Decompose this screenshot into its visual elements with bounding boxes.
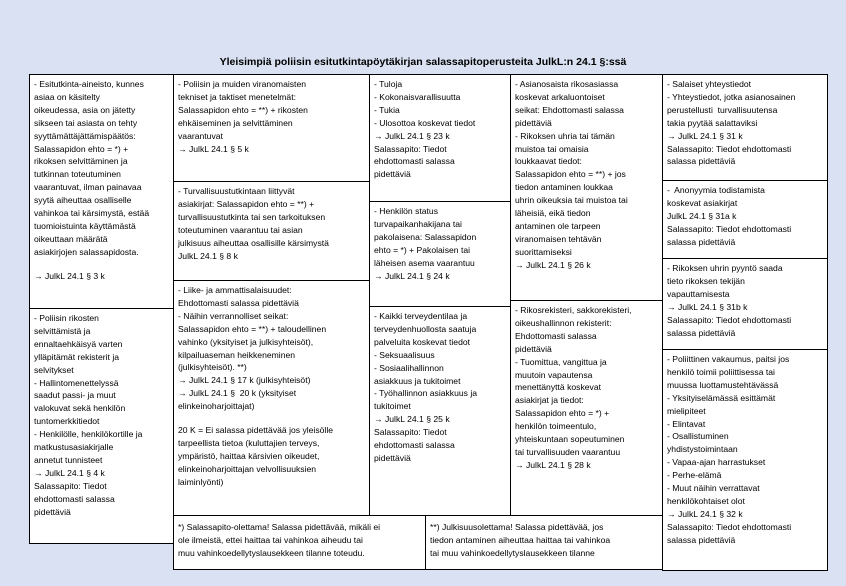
text-line: → JulkL 24.1 § 20 k (yksityiset <box>178 388 297 399</box>
text-line: julkisuus aiheuttaa osallisille kärsimystä <box>178 237 329 248</box>
text-line: menettänyttä koskevat <box>515 382 601 393</box>
text-line: ehkäiseminen ja selvittäminen <box>178 117 293 128</box>
text-line <box>178 413 365 424</box>
text-line: - Vapaa-ajan harrastukset <box>667 457 766 468</box>
text-line: syyttämättäjättämispäätös: <box>34 130 136 141</box>
text-line: Salassapidon ehto = *) + <box>515 408 610 419</box>
text-line: Salassapito: Tiedot <box>374 143 447 154</box>
text-line: vaarantuvat <box>178 130 223 141</box>
text-line: tutkinnan toteutuminen <box>34 169 121 180</box>
text-line: salassa pidettäviä <box>667 534 736 545</box>
text-line: - Salaiset yhteystiedot <box>667 79 752 89</box>
text-line: → JulkL 24.1 § 28 k <box>515 459 591 470</box>
text-line: läheisen asema vaarantuu <box>374 257 475 268</box>
col2-business-box <box>173 280 370 516</box>
text-line: pidettäviä <box>515 343 552 354</box>
text-line: pidettäviä <box>515 117 552 128</box>
text-line: Salassapidon ehto = **) + taloudellinen <box>178 323 327 334</box>
text-line: → JulkL 24.1 § 24 k <box>374 270 450 281</box>
text-line: asiakirjojen salassapidosta. <box>34 246 139 257</box>
text-line: kilpailuaseman heikkeneminen <box>178 349 296 360</box>
text-line: viranomaisen tehtävän <box>515 233 602 244</box>
text-line: takia pyytää salattaviksi <box>667 117 758 128</box>
text-line: Ehdottomasti salassa <box>515 330 597 341</box>
text-line: 20 K = Ei salassa pidettävää jos yleisölle <box>178 425 334 436</box>
text-line: → JulkL 24.1 § 3 k <box>34 270 105 281</box>
text-line: Salassapito: Tiedot <box>34 480 107 491</box>
text-line: matkustusasiakirjalle <box>34 442 114 453</box>
text-line: ehdottomasti salassa <box>374 440 455 451</box>
text-line: oikeushallinnon rekisterit: <box>515 317 612 328</box>
text-line: tekniset ja taktiset menetelmät: <box>178 91 296 102</box>
text-line: - Henkilön status <box>374 206 439 216</box>
text-line: loukkaavat tiedot: <box>515 156 582 167</box>
text-line: palveluita koskevat tiedot <box>374 336 471 347</box>
text-line: muussa luottamustehtävässä <box>667 379 779 390</box>
text-line: tuntomerkkitiedot <box>34 416 100 427</box>
col3-refugee-box <box>369 201 511 307</box>
text-line: Salassapidon ehto = *) + <box>34 143 129 154</box>
text-line: - Poliisin rikosten <box>34 313 99 323</box>
text-line: asiakirjat ja tiedot: <box>515 395 584 406</box>
text-line: selvitykset <box>34 364 74 375</box>
text-line: yhteiskuntaan sopeutuminen <box>515 434 625 445</box>
text-line: tieto rikoksen tekijän <box>667 275 745 286</box>
text-line: Salassapidon ehto = **) + jos <box>515 169 626 180</box>
text-line: - Osallistuminen <box>667 431 729 442</box>
text-line: terveydenhuollosta saatuja <box>374 323 477 334</box>
text-line: → JulkL 24.1 § 25 k <box>374 414 450 425</box>
text-line: - Yksityiselämässä esittämät <box>667 392 776 403</box>
text-line: tai muu vahinkoedellytyslausekkeen tilanne <box>430 547 595 558</box>
col3-health-box <box>369 306 511 516</box>
text-line: ympäristö, haittaa kärsivien oikeudet, <box>178 450 320 461</box>
text-line: Salassapidon ehto = **) + rikosten <box>178 104 308 115</box>
text-line: elinkeinoharjoittajan velvollisuuksien <box>178 463 317 474</box>
text-line: pakolaisena: Salassapidon <box>374 231 477 242</box>
text-line: - Muut näihin verrattavat <box>667 483 760 494</box>
text-line: → JulkL 24.1 § 23 k <box>374 130 450 141</box>
text-line: *) Salassapito-olettama! Salassa pidettävää, mikäli ei <box>178 522 381 532</box>
text-line: oikeudessa, asia on jätetty <box>34 104 136 115</box>
text-line: **) Julkisuusolettama! Salassa pidettävää, jos <box>430 522 604 532</box>
text-line: - Sosiaalihallinnon <box>374 362 444 373</box>
text-line: → JulkL 24.1 § 5 k <box>178 143 249 154</box>
text-line: - Esitutkinta-aineisto, kunnes <box>34 79 144 89</box>
text-line: pidettäviä <box>34 506 71 517</box>
text-line: asiakkuus ja tukitoimet <box>374 375 461 386</box>
text-line: - Yhteystiedot, jotka asianosainen <box>667 91 796 102</box>
text-line: Salassapito: Tiedot ehdottomasti <box>667 223 792 234</box>
text-line: vahinko (yksityiset ja julkisyhteisöt), <box>178 336 314 347</box>
text-line: laiminlyönti) <box>178 476 224 487</box>
text-line: - Näihin verrannolliset seikat: <box>178 310 289 321</box>
text-line: henkilökohtaiset olot <box>667 495 745 506</box>
text-line: henkilön toimeentulo, <box>515 421 597 432</box>
text-line: JulkL 24.1 § 31a k <box>667 210 737 221</box>
text-line: toteutuminen vaarantuu tai asian <box>178 224 303 235</box>
text-line: salassa pidettäviä <box>667 156 736 167</box>
text-line: tai turvallisuuden vaarantuu <box>515 446 621 457</box>
text-line: valokuvat sekä henkilön <box>34 403 126 414</box>
text-line: tarpeellista tietoa (kuluttajien terveys, <box>178 437 320 448</box>
text-line: henkilö toimii poliittisessa tai <box>667 366 775 377</box>
text-line: muistoa tai omaisia <box>515 143 589 154</box>
text-line: - Tuloja <box>374 79 403 89</box>
text-line: JulkL 24.1 § 8 k <box>178 250 238 261</box>
document-title: Yleisimpiä poliisin esitutkintapöytäkirjan salassapitoperusteita JulkL:n 24.1 §:ssä <box>219 56 627 68</box>
text-line: - Anonyymia todistamista <box>667 185 765 195</box>
text-line: → JulkL 24.1 § 31 k <box>667 130 743 141</box>
text-line <box>34 259 169 270</box>
text-line: Salassapito: Tiedot ehdottomasti <box>667 521 792 532</box>
text-line: uhrin oikeuksia tai muistoa tai <box>515 195 628 206</box>
text-line: yhdistystoimintaan <box>667 444 738 455</box>
text-line: - Tuomittua, vangittua ja <box>515 356 607 367</box>
text-line: - Kaikki terveydentilaa ja <box>374 311 468 321</box>
col2-methods-box <box>173 74 370 182</box>
text-line: mielipiteet <box>667 405 706 416</box>
col1-top-box <box>29 74 174 309</box>
text-line: → JulkL 24.1 § 31b k <box>667 301 748 312</box>
text-line: seikat: Ehdottomasti salassa <box>515 104 624 115</box>
footnote-presumption-secrecy <box>173 515 426 570</box>
text-line: - Seksuaalisuus <box>374 349 435 360</box>
text-line: → JulkL 24.1 § 32 k <box>667 508 743 519</box>
text-line: ennaltaehkäisyä varten <box>34 338 123 349</box>
text-line: asiakirjat: Salassapidon ehto = **) + <box>178 198 315 209</box>
text-line: → JulkL 24.1 § 17 k (julkisyhteisöt) <box>178 375 311 386</box>
col5-contact-box <box>662 74 828 181</box>
text-line: vaarantuvat, ilman painavaa <box>34 182 142 193</box>
text-line: sikseen tai asiasta on tehty <box>34 117 138 128</box>
col1-bottom-box <box>29 308 174 544</box>
text-line: - Turvallisuustutkintaan liittyvät <box>178 186 295 196</box>
text-line: ehdottomasti salassa <box>34 493 115 504</box>
text-line: muutoin vapautensa <box>515 369 593 380</box>
text-line: ehdottomasti salassa <box>374 156 455 167</box>
text-line: oikeuttaan määrätä <box>34 233 108 244</box>
col5-private-life-box <box>662 349 828 571</box>
text-line: - Poliisin ja muiden viranomaisten <box>178 79 307 89</box>
text-line: - Henkilölle, henkilökortille ja <box>34 429 143 440</box>
text-line: saadut passi- ja muut <box>34 390 116 401</box>
text-line: tiedon antaminen aiheuttaa haittaa tai vahinkoa <box>430 534 611 545</box>
text-line: antaminen ole tarpeen <box>515 220 601 231</box>
text-line: - Poliittinen vakaumus, paitsi jos <box>667 354 790 364</box>
col5-anonymous-box <box>662 180 828 259</box>
text-line: asiaa on käsitelty <box>34 91 100 102</box>
text-line: - Rikosrekisteri, sakkorekisteri, <box>515 305 632 315</box>
col4-register-box <box>510 300 663 516</box>
text-line: ehto = *) + Pakolaisen tai <box>374 244 471 255</box>
text-line: Salassapito: Tiedot <box>374 427 447 438</box>
text-line: turvallisuustutkinta tai sen tarkoituksen <box>178 211 326 222</box>
text-line: - Rikoksen uhrin pyyntö saada <box>667 263 783 273</box>
text-line: rikoksen selvittäminen ja <box>34 156 128 167</box>
col4-victim-box <box>510 74 663 301</box>
text-line: vapauttamisesta <box>667 288 730 299</box>
text-line: - Perhe-elämä <box>667 470 722 481</box>
text-line: selvittämistä ja <box>34 325 91 336</box>
text-line: - Asianosaista rikosasiassa <box>515 79 619 89</box>
text-line: salassa pidettäviä <box>667 327 736 338</box>
text-line: ole ilmeistä, ettei haittaa tai vahinkoa aiheudu tai <box>178 534 363 545</box>
text-line: suorittamiseksi <box>515 246 572 257</box>
text-line: koskevat asiakirjat <box>667 197 738 208</box>
text-line: perustellusti turvallisuutensa <box>667 104 778 115</box>
text-line: pidettäviä <box>374 169 411 180</box>
text-line: salassa pidettäviä <box>667 236 736 247</box>
text-line: koskevat arkaluontoiset <box>515 91 605 102</box>
text-line: tiedon antaminen loukkaa <box>515 182 613 193</box>
text-line: - Tukia <box>374 104 400 115</box>
text-line: - Rikoksen uhria tai tämän <box>515 130 615 141</box>
footnote-presumption-publicity <box>425 515 663 570</box>
text-line: läheisiä, eikä tiedon <box>515 208 591 219</box>
text-line: → JulkL 24.1 § 26 k <box>515 259 591 270</box>
text-line: Ehdottomasti salassa pidettäviä <box>178 297 299 308</box>
col3-income-box <box>369 74 511 202</box>
col2-safety-box <box>173 181 370 281</box>
text-line: → JulkL 24.1 § 4 k <box>34 467 105 478</box>
text-line: - Elintavat <box>667 418 706 429</box>
text-line: - Työhallinnon asiakkuus ja <box>374 388 478 399</box>
text-line: muu vahinkoedellytyslausekkeen tilanne toteudu. <box>178 547 365 558</box>
text-line: annetut tunnisteet <box>34 454 103 465</box>
text-line: tukitoimet <box>374 401 411 412</box>
text-line: - Liike- ja ammattisalaisuudet: <box>178 285 292 295</box>
text-line: vahinkoa tai kärsimystä, estää <box>34 208 150 219</box>
text-line: - Ulosottoa koskevat tiedot <box>374 117 476 128</box>
text-line: Salassapito: Tiedot ehdottomasti <box>667 314 792 325</box>
text-line: elinkeinoharjoittajat) <box>178 401 255 412</box>
text-line: Salassapito: Tiedot ehdottomasti <box>667 143 792 154</box>
text-line: ylläpitämät rekisterit ja <box>34 351 120 362</box>
text-line: - Kokonaisvarallisuutta <box>374 91 461 102</box>
col5-victim-request-box <box>662 258 828 350</box>
text-line: syytä aiheuttaa osalliselle <box>34 195 132 206</box>
text-line: tuomioistuinta käyttämästä <box>34 220 136 231</box>
text-line: (julkisyhteisöt). **) <box>178 362 247 373</box>
text-line: - Hallintomenettelyssä <box>34 377 119 388</box>
text-line: pidettäviä <box>374 452 411 463</box>
text-line: turvapaikanhakijana tai <box>374 218 462 229</box>
